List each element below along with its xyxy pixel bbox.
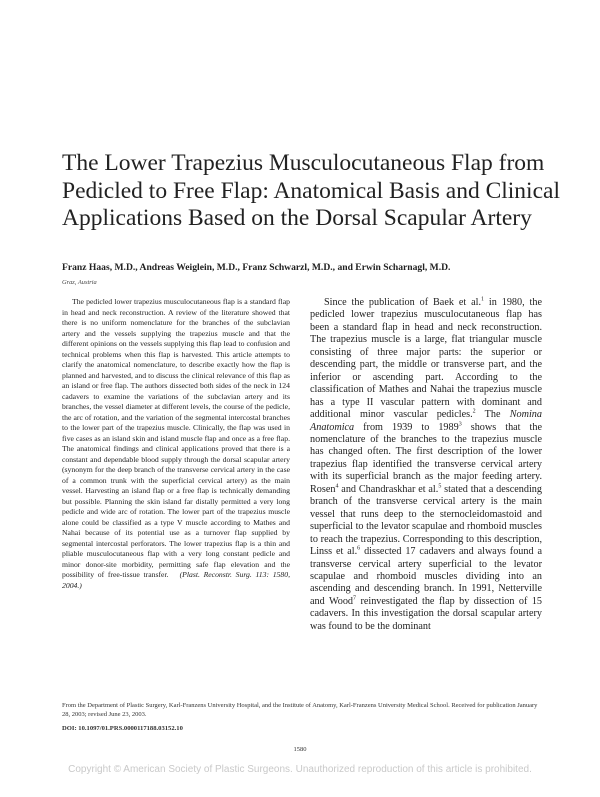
body-segment: stated that a descending branch of the transverse cervical artery is the main vessel that runs deep to the sternocleidomastoid and superficial to the levator scapulae and rhomboid muscles to reach the trapezius. Corresponding to this description, Linss et al.: [310, 483, 542, 558]
author-affiliation: Graz, Austria: [62, 279, 97, 286]
body-segment: Since the publication of Baek et al.: [324, 297, 481, 308]
body-segment: from 1939 to 1989: [354, 421, 459, 433]
introduction-text: [310, 297, 542, 633]
page-number: 1580: [293, 746, 307, 753]
reference-marker: 3: [458, 421, 462, 428]
abstract-citation: (Plast. Reconstr. Surg. 113: 1580, 2004.): [62, 570, 291, 590]
doi: DOI: 10.1097/01.PRS.0000117188.03152.10: [62, 725, 183, 732]
reference-marker: 7: [353, 595, 357, 602]
author-list: Franz Haas, M.D., Andreas Weiglein, M.D., Franz Schwarzl, M.D., and Erwin Scharnagl, M.D.: [62, 262, 451, 273]
body-segment: shows that the nomenclature of the branches to the trapezius muscle has changed often. The first description of the lower trapezius flap identified the transverse cervical artery with its superficial branch as the major feeding artery. Rosen: [310, 421, 542, 495]
reference-marker: 4: [335, 483, 339, 490]
body-italic-term: Nomina Anatomica: [310, 409, 542, 433]
body-segment: The: [475, 409, 510, 421]
copyright-watermark: Copyright © American Society of Plastic Surgeons. Unauthorized reproduction of this article is prohibited.: [68, 764, 532, 775]
body-segment: in 1980, the pedicled lower trapezius musculocutaneous flap has been a standard flap in head and neck reconstruction. The trapezius muscle is a large, flat triangular muscle consisting of three major parts: the superior or descending part, the middle or transverse part, and the inferior or ascending part. According to the classification of Mathes and Nahai the trapezius muscle has a type II vascular pattern with dominant and additional minor vascular pedicles.: [310, 297, 542, 421]
abstract: [62, 297, 290, 591]
article-title: The Lower Trapezius Musculocutaneous Flap from Pedicled to Free Flap: Anatomical Basis and Clinical Applications Based on the Dorsal Scapular Artery: [62, 150, 560, 231]
reference-marker: 2: [472, 408, 476, 415]
body-segment: reinvestigated the flap by dissection of 15 cadavers. In this investigation the dorsal scapular artery was found to be the dominant: [310, 595, 543, 632]
reference-marker: 5: [438, 483, 442, 490]
body-segment: and Chandraskhar et al.: [338, 483, 439, 495]
affiliation-footnote: From the Department of Plastic Surgery, Karl-Franzens University Hospital, and the Institute of Anatomy, Karl-Franzens University Medical School. Received for publication January 28, 2003; revised June 23, 2003.: [62, 702, 538, 718]
reference-marker: 1: [481, 296, 484, 303]
body-segment: dissected 17 cadavers and always found a transverse cervical artery superficial to the levator scapulae and rhomboid muscles dividing into an ascending and descending branch. In 1991, Netterville and Wood: [310, 546, 542, 607]
reference-marker: 6: [357, 545, 361, 552]
abstract-text: The pedicled lower trapezius musculocutaneous flap is a standard flap in head and neck reconstruction. A review of the literature showed that there is no uniform nomenclature for the branches of the subclavian artery and the vessels supplying the trapezius muscle and that the different opinions on the vessels supplying this flap lead to confusion and technical problems when this flap is harvested. This article attempts to clarify the anatomical nomenclature, to describe exactly how the flap is planned and harvested, and to discuss the clinical relevance of this flap as an island or free flap. The authors dissected both sides of the neck in 124 cadavers to examine the variations of the subclavian artery and its branches, the vessel diameter at different levels, the course of the pedicle, the arc of rotation, and the variation of the segmental intercostal branches to the lower part of the trapezius muscle. Clinically, the flap was used in five cases as an island skin and island muscle flap and once as a free flap. The anatomical findings and clinical applications proved that there is a constant and dependable blood supply through the dorsal scapular artery (synonym for the deep branch of the transverse cervical artery in the case of a common trunk with the superficial cervical artery) as the main vessel. Harvesting an island flap or a free flap is technically demanding but possible. Planning the skin island far distally permitted a very long pedicle and wide arc of rotation. The lower part of the trapezius muscle alone could be classified as a type V muscle according to Mathes and Nahai because of its potential use as a turnover flap supplied by segmental intercostal perforators. The lower trapezius flap is a thin and pliable musculocutaneous flap with a very long constant pedicle and minor donor-site morbidity, permitting safe flap elevation and the possibility of free-tissue transfer.: [62, 297, 290, 579]
